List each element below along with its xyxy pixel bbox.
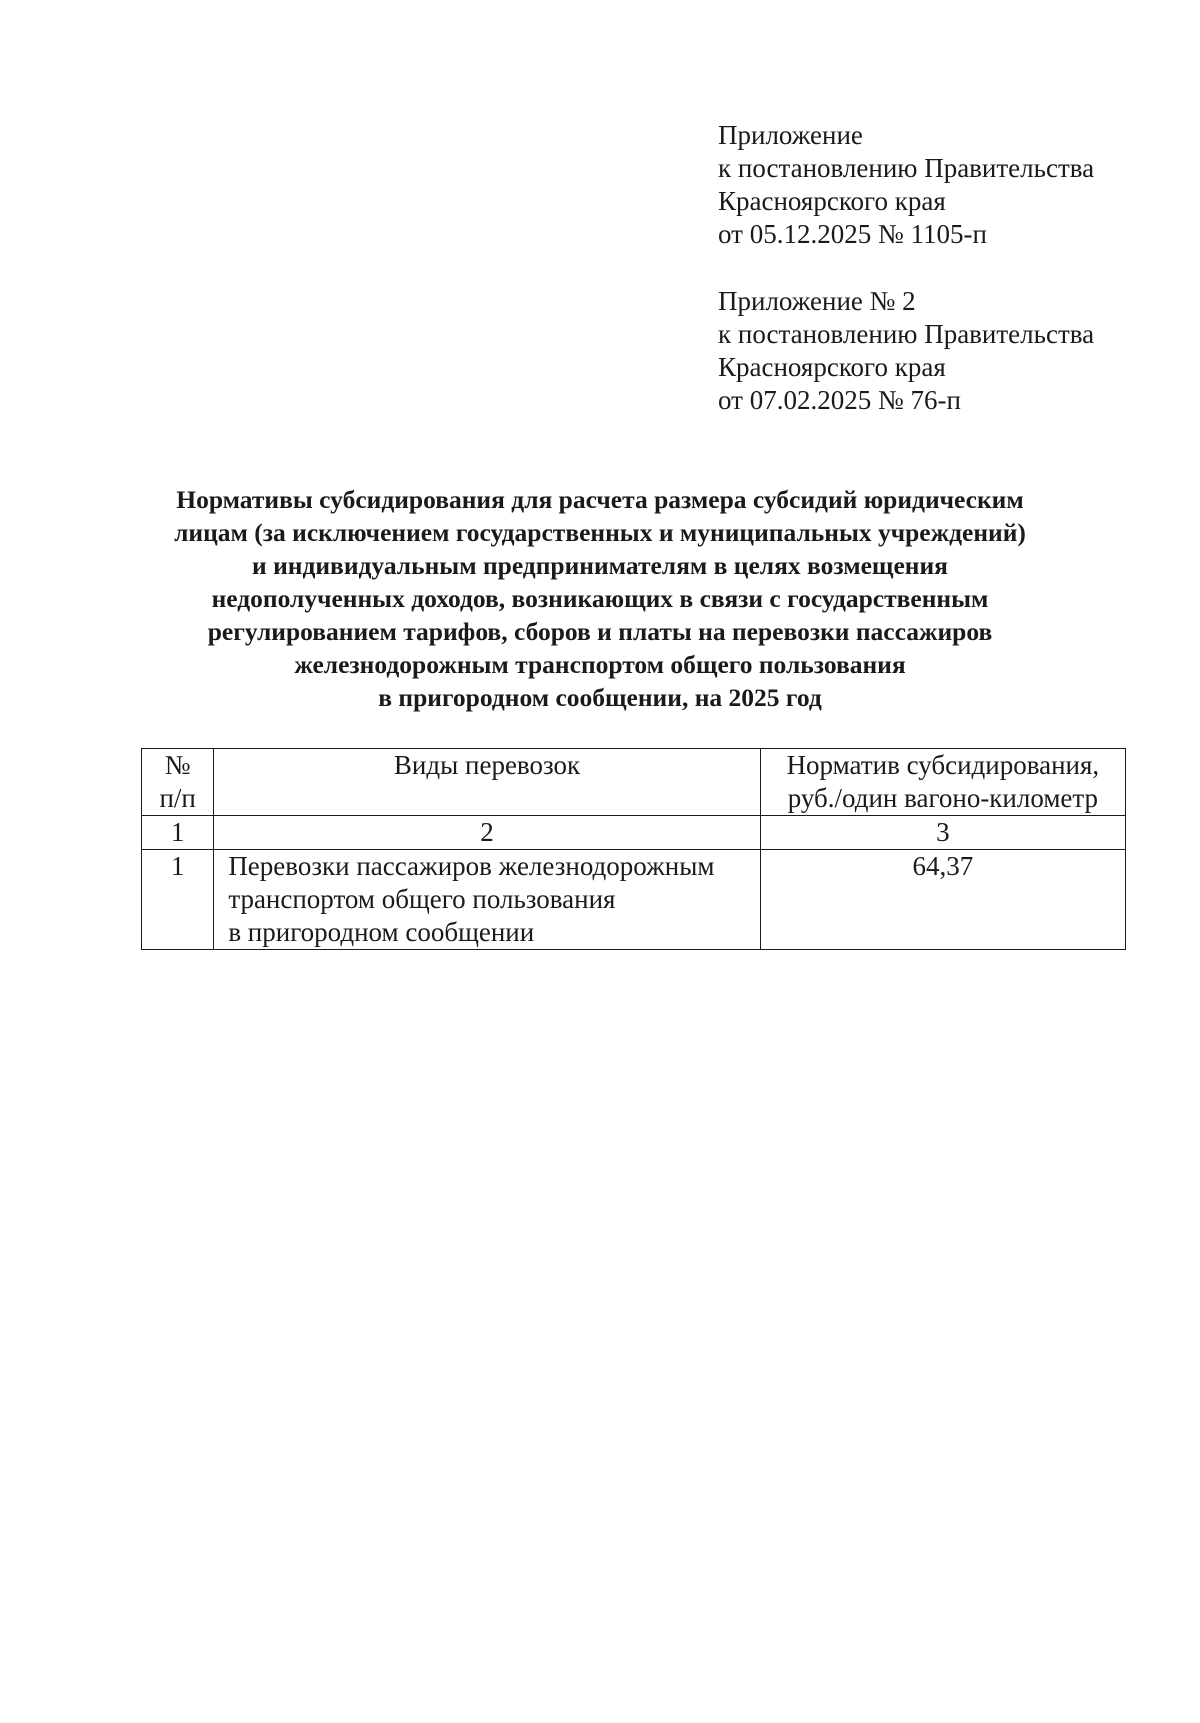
appendix-reference-current	[718, 119, 1178, 251]
row-norm-value-cell: 64,37	[760, 850, 1125, 950]
header-norm-line: Норматив субсидирования,	[786, 750, 1100, 780]
appendix-line: к постановлению Правительства	[718, 319, 1095, 349]
title-line: Нормативы субсидирования для расчета размера субсидий юридическим	[176, 485, 1024, 514]
title-line: в пригородном сообщении, на 2025 год	[378, 683, 822, 712]
title-line: регулированием тарифов, сборов и платы на перевозки пассажиров	[207, 617, 993, 646]
appendix-line: Красноярского края	[718, 352, 946, 382]
column-number-cell: 1	[142, 816, 214, 850]
header-number-abbrev: п/п	[159, 783, 196, 813]
document-title	[120, 483, 1080, 714]
header-number-sign: №	[164, 750, 191, 780]
title-line: недополученных доходов, возникающих в связи с государственным	[211, 584, 989, 613]
row-kind-cell	[214, 850, 760, 950]
appendix-line: от 05.12.2025 № 1105-п	[718, 219, 987, 249]
column-number-cell: 3	[760, 816, 1125, 850]
appendix-line: Приложение № 2	[718, 286, 916, 316]
subsidy-norms-table	[141, 748, 1126, 950]
header-cell-number	[142, 749, 214, 816]
row-kind-line: Перевозки пассажиров железнодорожным	[228, 851, 715, 881]
appendix-line: Красноярского края	[718, 186, 946, 216]
appendix-line: к постановлению Правительства	[718, 153, 1095, 183]
row-number-cell: 1	[142, 850, 214, 950]
header-cell-kind: Виды перевозок	[214, 749, 760, 816]
appendix-line: от 07.02.2025 № 76-п	[718, 385, 961, 415]
header-norm-unit: руб./один вагоно-километр	[787, 783, 1099, 813]
header-cell-norm	[760, 749, 1125, 816]
row-kind-line: в пригородном сообщении	[228, 917, 535, 947]
row-kind-line: транспортом общего пользования	[228, 884, 616, 914]
appendix-reference-original	[718, 285, 1178, 417]
column-number-cell: 2	[214, 816, 760, 850]
title-line: и индивидуальным предпринимателям в целях возмещения	[252, 551, 948, 580]
table-row	[142, 850, 1126, 950]
title-line: железнодорожным транспортом общего пользования	[294, 650, 906, 679]
table-column-numbers-row	[142, 816, 1126, 850]
title-line: лицам (за исключением государственных и муниципальных учреждений)	[174, 518, 1026, 547]
table-header-row	[142, 749, 1126, 816]
appendix-line: Приложение	[718, 120, 863, 150]
